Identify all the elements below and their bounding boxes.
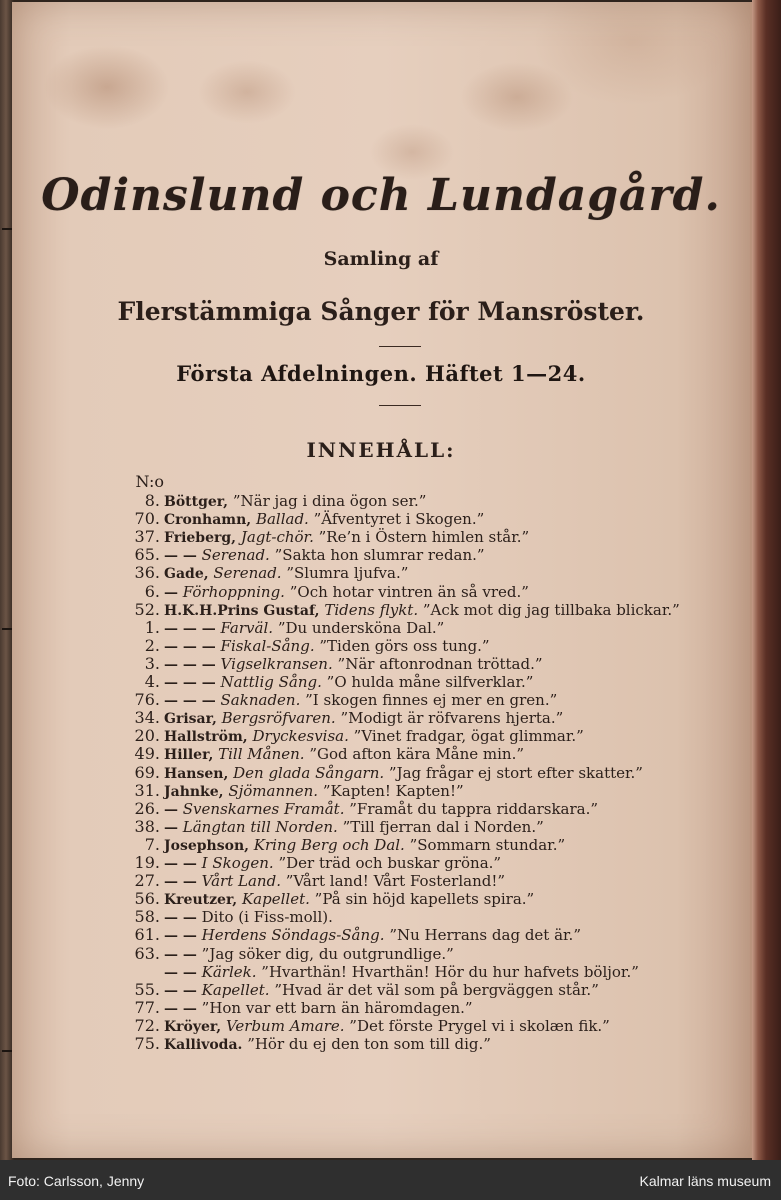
entry-composer: — — — [164, 1000, 197, 1017]
entry-work-title: Kapellet. — [201, 980, 270, 999]
entry-composer: — — — — [164, 693, 216, 710]
entry-composer: H.K.H.Prins Gustaf, — [164, 602, 320, 619]
entry-number: 20. — [134, 726, 160, 746]
entry-first-line: Dito (i Fiss-moll). — [201, 908, 333, 927]
entry-composer: Josephson, — [164, 837, 249, 854]
entry-composer: Kreutzer, — [164, 892, 238, 909]
entry-first-line: ”När aftonrodnan tröttad.” — [337, 654, 543, 673]
entry-work-title: Bergsröfvaren. — [221, 709, 336, 728]
entry-first-line: ”Slumra ljufva.” — [286, 564, 409, 583]
entry-work-title: Dryckesvisa. — [252, 727, 349, 746]
entry-number: 55. — [134, 979, 160, 999]
entry-composer: — — — [164, 910, 197, 927]
book-spine — [752, 0, 781, 1160]
entry-work-title: Kapellet. — [241, 890, 310, 909]
entry-work-title: Till Månen. — [218, 745, 305, 764]
entry-work-title: Jagt-chör. — [240, 528, 314, 547]
entry-first-line: ”Hvarthän! Hvarthän! Hör du hur hafvets böljor.” — [261, 962, 639, 981]
entry-composer: — — — [164, 928, 197, 945]
entry-first-line: ”På sin höjd kapellets spira.” — [314, 890, 535, 909]
entry-work-title: Farväl. — [220, 618, 274, 637]
entry-work-title: Kring Berg och Dal. — [253, 835, 405, 854]
entry-first-line: ”Du undersköna Dal.” — [277, 618, 445, 637]
entry-composer: — — [164, 801, 178, 818]
entry-first-line: ”Modigt är röfvarens hjerta.” — [340, 709, 564, 728]
entry-first-line: ”Ack mot dig jag tillbaka blickar.” — [422, 600, 680, 619]
entry-number: 36. — [134, 563, 160, 583]
entry-composer: Kallivoda. — [164, 1037, 243, 1053]
entry-first-line: ”Till fjerran dal i Norden.” — [342, 817, 544, 836]
entry-composer: Cronhamn, — [164, 512, 252, 529]
entry-first-line: ”Hvad är det väl som på bergväggen står.” — [274, 980, 599, 999]
entry-composer: Frieberg, — [164, 530, 237, 547]
entry-work-title: Serenad. — [213, 564, 282, 583]
entry-number: 3. — [144, 653, 160, 673]
entry-number: 8. — [144, 491, 160, 510]
number-column-label: N:o — [135, 472, 164, 491]
entry-number: 70. — [134, 509, 160, 529]
binding-mark — [2, 1050, 12, 1052]
entry-composer: Gade, — [164, 566, 209, 583]
paper-page — [12, 2, 752, 1158]
entry-work-title: Sjömannen. — [228, 781, 319, 800]
divider-rule — [379, 346, 421, 347]
entry-number: 52. — [134, 599, 160, 619]
entry-composer: — — [164, 819, 178, 836]
entry-first-line: ”Tiden görs oss tung.” — [319, 636, 490, 655]
entry-line — [164, 1034, 491, 1055]
entry-first-line: ”När jag i dina ögon ser.” — [232, 492, 427, 510]
binding-mark — [2, 628, 12, 630]
entry-first-line: ”Vårt land! Vårt Fosterland!” — [285, 872, 506, 891]
entry-number: 77. — [134, 997, 160, 1017]
entry-work-title: Serenad. — [201, 546, 270, 565]
entry-first-line: ”Nu Herrans dag det är.” — [389, 926, 581, 945]
section-heading: Första Afdelningen. Häftet 1—24. — [176, 361, 586, 386]
entry-composer: — — — — [164, 620, 216, 637]
entry-first-line: ”O hulda måne silfverklar.” — [326, 673, 534, 691]
entry-composer: — — — — [164, 675, 216, 691]
entry-number: 58. — [134, 907, 160, 927]
entry-composer: — — — [164, 856, 197, 872]
entry-composer: — — — [164, 964, 197, 981]
entry-work-title: Saknaden. — [220, 691, 301, 710]
entry-number: 38. — [134, 816, 160, 836]
entry-number: 19. — [134, 853, 160, 872]
entry-number: 6. — [144, 581, 160, 601]
entry-composer: Hallström, — [164, 729, 248, 746]
entry-number: 49. — [134, 744, 160, 764]
entry-first-line: ”Äfventyret i Skogen.” — [313, 510, 485, 529]
entry-work-title: I Skogen. — [201, 854, 274, 872]
entry-work-title: Vigselkransen. — [220, 654, 333, 673]
entry-composer: Kröyer, — [164, 1018, 222, 1035]
entry-work-title: Längtan till Norden. — [182, 817, 338, 836]
entry-first-line: ”Och hotar vintren än så vred.” — [289, 582, 529, 601]
document-subtitle: Samling af — [323, 248, 439, 270]
entry-first-line: ”Kapten! Kapten!” — [322, 781, 464, 800]
museum-name: Kalmar läns museum — [639, 1173, 771, 1189]
entry-first-line: ”Jag söker dig, du outgrundlige.” — [201, 944, 454, 963]
entry-composer: — — — [164, 946, 197, 963]
entry-number: 26. — [134, 798, 160, 818]
entry-number: 4. — [144, 672, 160, 691]
entry-number: 56. — [134, 889, 160, 909]
entry-number: 31. — [134, 780, 160, 800]
entry-first-line: ”Framåt du tappra riddarskara.” — [349, 799, 599, 818]
entry-composer: — — — [164, 548, 197, 565]
photo-credit-bar — [0, 1160, 781, 1200]
entry-number: 69. — [134, 762, 160, 782]
entry-number: 1. — [144, 617, 160, 637]
entry-first-line: ”God afton kära Måne min.” — [309, 745, 525, 764]
entry-composer: Grisar, — [164, 711, 217, 728]
entry-number: 76. — [134, 690, 160, 710]
entry-work-title: Kärlek. — [201, 962, 257, 981]
entry-composer: Hansen, — [164, 765, 229, 782]
entry-first-line: ”Re’n i Östern himlen står.” — [318, 528, 530, 547]
entry-first-line: ”Hon var ett barn än häromdagen.” — [201, 998, 473, 1017]
entry-work-title: Vårt Land. — [201, 872, 281, 891]
entry-first-line: ”I skogen finnes ej mer en gren.” — [305, 691, 558, 710]
entry-first-line: ”Der träd och buskar gröna.” — [278, 854, 502, 872]
entry-first-line: ”Hör du ej den ton som till dig.” — [247, 1035, 491, 1053]
entry-first-line: ”Det förste Prygel vi i skolæn fik.” — [349, 1016, 610, 1035]
entry-work-title: Ballad. — [255, 510, 309, 529]
entry-first-line: ”Jag frågar ej stort efter skatter.” — [388, 763, 643, 782]
entry-work-title: Svenskarnes Framåt. — [182, 799, 345, 818]
entry-number: 34. — [134, 708, 160, 728]
entry-work-title: Tidens flykt. — [324, 600, 419, 619]
entry-composer: — — — [164, 982, 197, 999]
entry-work-title: Herdens Söndags-Sång. — [201, 926, 385, 945]
entry-work-title: Förhoppning. — [182, 582, 285, 601]
entry-number: 7. — [144, 834, 160, 854]
entry-composer: — — — — [164, 656, 216, 673]
entry-number: 61. — [134, 925, 160, 945]
divider-rule — [379, 405, 421, 406]
entry-work-title: Den glada Sångarn. — [233, 763, 385, 782]
entry-work-title: Verbum Amare. — [225, 1016, 345, 1035]
entry-first-line: ”Vinet fradgar, ögat glimmar.” — [353, 727, 584, 746]
entry-number: 72. — [134, 1015, 160, 1035]
entry-number: 65. — [134, 545, 160, 565]
entry-composer: Jahnke, — [164, 783, 224, 800]
entry-composer: — — — — [164, 638, 216, 655]
entry-work-title: Fiskal-Sång. — [220, 636, 315, 655]
entry-composer: — — — [164, 874, 197, 891]
binding-mark — [2, 228, 12, 230]
document-title: Odinslund och Lundagård. — [41, 170, 721, 221]
entry-composer: — — [164, 584, 178, 601]
entry-number: 2. — [144, 635, 160, 655]
entry-number: 27. — [134, 871, 160, 891]
entry-number: 75. — [134, 1034, 160, 1053]
entry-composer: Böttger, — [164, 494, 229, 510]
entry-first-line: ”Sakta hon slumrar redan.” — [274, 546, 485, 565]
contents-heading: INNEHÅLL: — [306, 438, 456, 462]
entry-number: 63. — [134, 943, 160, 963]
entry-work-title: Nattlig Sång. — [220, 673, 322, 691]
entry-number: 37. — [134, 527, 160, 547]
entry-composer: Hiller, — [164, 747, 214, 764]
entry-first-line: ”Sommarn stundar.” — [409, 835, 566, 854]
document-subtitle-main: Flerstämmiga Sånger för Mansröster. — [117, 297, 645, 326]
photo-credit: Foto: Carlsson, Jenny — [8, 1173, 145, 1189]
